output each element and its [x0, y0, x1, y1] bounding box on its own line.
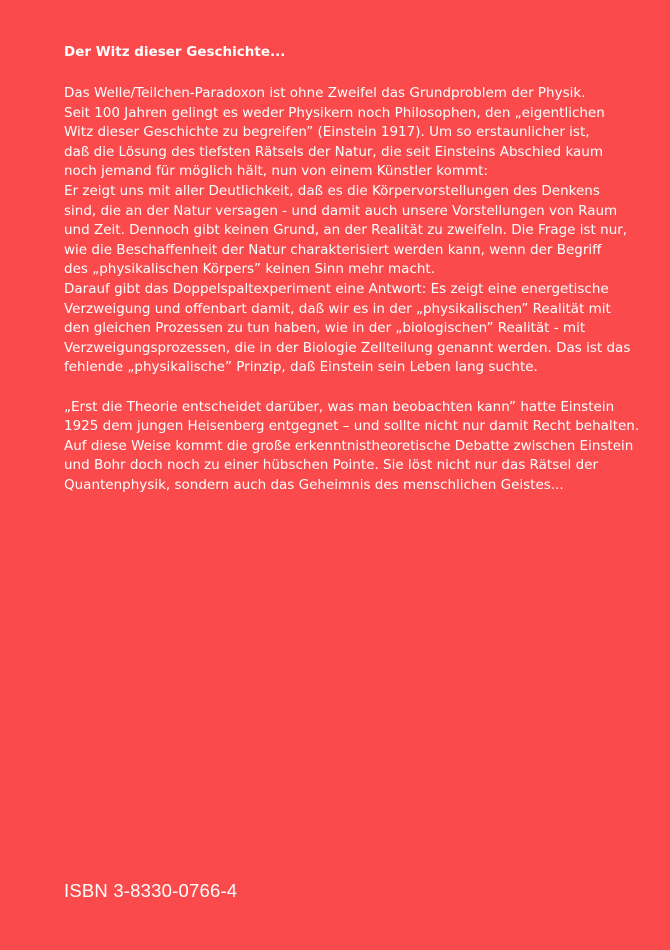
text-line: 1925 dem jungen Heisenberg entgegnet – und sollte nicht nur damit Recht behalten. [64, 418, 640, 435]
text-line: Witz dieser Geschichte zu begreifen” (Einstein 1917). Um so erstaunlicher ist, [64, 124, 590, 141]
text-line: und Zeit. Dennoch gibt keinen Grund, an der Realität zu zweifeln. Die Frage ist nur, [64, 222, 628, 239]
text-line: Auf diese Weise kommt die große erkenntnistheoretische Debatte zwischen Einstein [64, 437, 634, 454]
text-line: noch jemand für möglich hält, nun von einem Künstler kommt: [64, 163, 489, 180]
text-line: und Bohr doch noch zu einer hübschen Pointe. Sie löst nicht nur das Rätsel der [64, 457, 599, 474]
text-line: Seit 100 Jahren gelingt es weder Physikern noch Philosophen, den „eigentlichen [64, 104, 605, 121]
text-line: Das Welle/Teilchen-Paradoxon ist ohne Zweifel das Grundproblem der Physik. [64, 85, 586, 101]
paragraph-spacer [64, 378, 634, 398]
text-line: daß die Lösung des tiefsten Rätsels der Natur, die seit Einsteins Abschied kaum [64, 143, 604, 160]
text-line: Verzweigungsprozessen, die in der Biologie Zellteilung genannt werden. Das ist das [64, 339, 631, 356]
text-line: Darauf gibt das Doppelspaltexperiment eine Antwort: Es zeigt eine energetische [64, 280, 609, 297]
text-line: des „physikalischen Körpers” keinen Sinn mehr macht. [64, 261, 436, 278]
text-line: Er zeigt uns mit aller Deutlichkeit, daß es die Körpervorstellungen des Denkens [64, 182, 600, 199]
text-line: den gleichen Prozessen zu tun haben, wie in der „biologischen” Realität - mit [64, 320, 586, 337]
blurb [64, 42, 640, 495]
text-line: sind, die an der Natur versagen - und damit auch unsere Vorstellungen von Raum [64, 202, 618, 219]
blurb-heading: Der Witz dieser Geschichte... [64, 44, 286, 60]
text-line: „Erst die Theorie entscheidet darüber, was man beobachten kann” hatte Einstein [64, 398, 615, 415]
blurb-paragraph-1 [64, 84, 634, 378]
text-line: wie die Beschaffenheit der Natur charakterisiert werden kann, wenn der Begriff [64, 241, 602, 258]
isbn-number: ISBN 3-8330-0766-4 [64, 880, 238, 901]
text-line: fehlende „physikalische” Prinzip, daß Einstein sein Leben lang suchte. [64, 359, 538, 376]
text-line: Quantenphysik, sondern auch das Geheimnis des menschlichen Geistes... [64, 476, 564, 493]
blurb-paragraph-2 [64, 398, 640, 496]
text-line: Verzweigung und offenbart damit, daß wir es in der „physikalischen” Realität mit [64, 300, 611, 317]
